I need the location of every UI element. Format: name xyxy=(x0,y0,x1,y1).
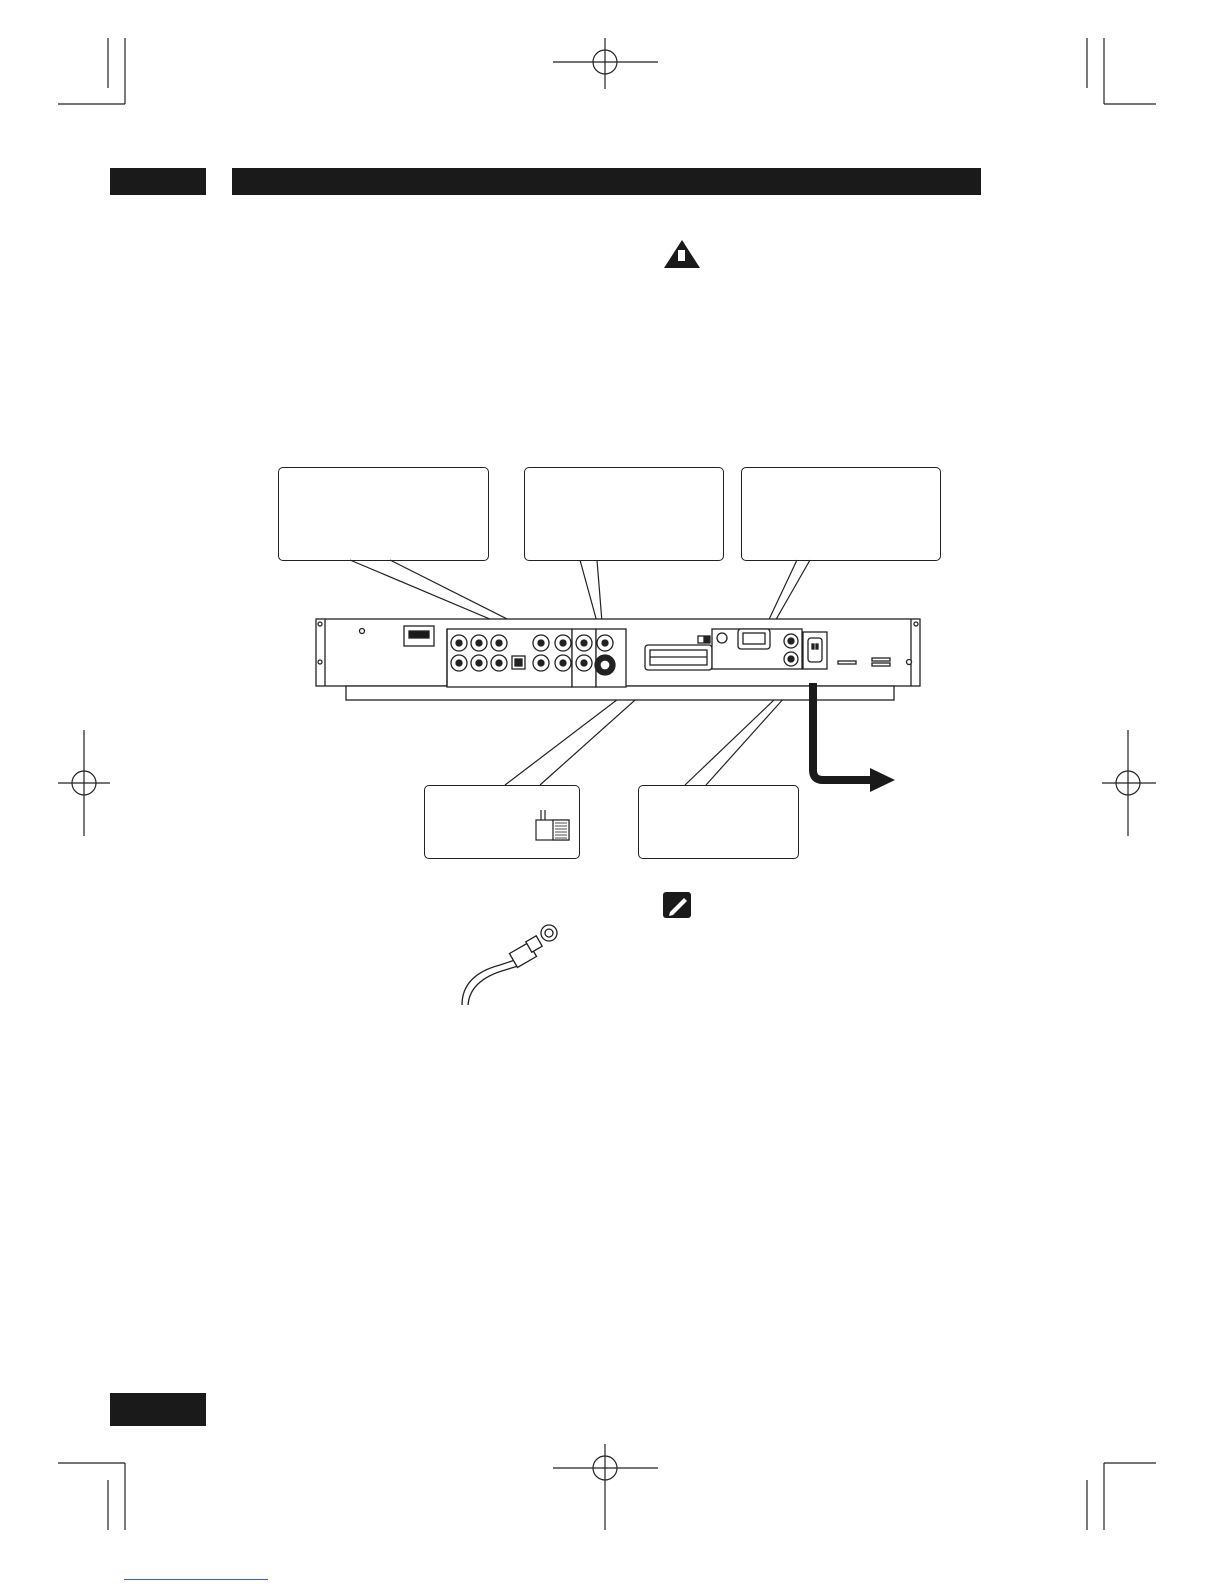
rca-cable-icon xyxy=(462,925,557,1005)
registration-mark-icon xyxy=(1102,730,1156,836)
crop-mark-icon xyxy=(1087,1463,1156,1530)
important-hand-icon xyxy=(664,240,700,268)
crop-mark-icon xyxy=(1087,38,1156,104)
crop-mark-icon xyxy=(58,38,125,104)
registration-mark-icon xyxy=(58,730,110,836)
switch-icon xyxy=(536,810,569,840)
crop-mark-icon xyxy=(58,1463,125,1530)
registration-mark-icon xyxy=(553,1444,658,1530)
registration-mark-icon xyxy=(553,38,658,89)
bottom-link-underline xyxy=(124,1579,268,1581)
device-rear-panel xyxy=(316,619,920,700)
note-pencil-icon xyxy=(663,892,691,918)
